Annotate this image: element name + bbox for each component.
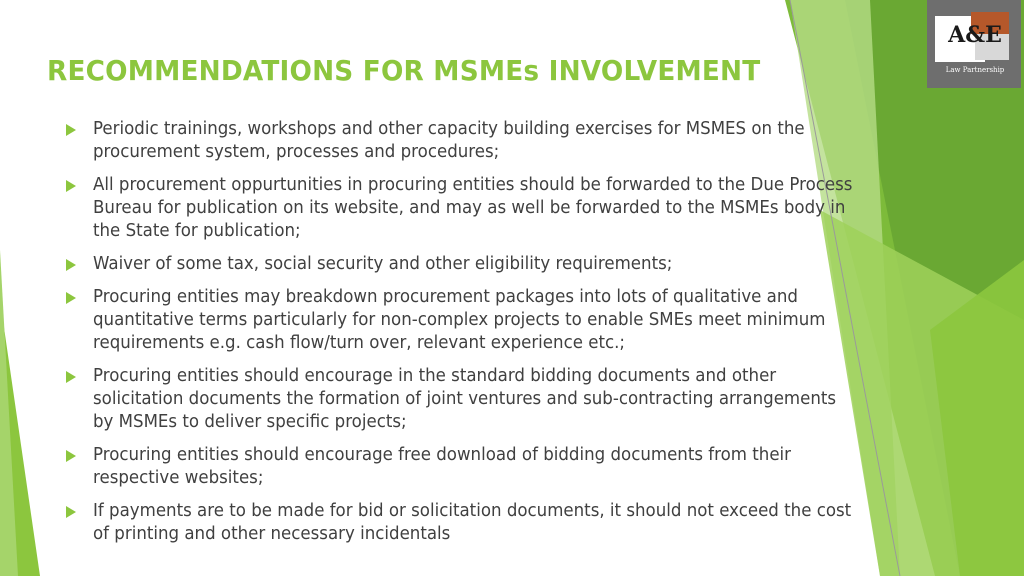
bullet-text: All procurement oppurtunities in procuring entities should be forwarded to the Due Process Bureau for publication on its website, and may as well be forwarded to the MSMEs body in the State for publication; [93, 175, 853, 241]
bullet-arrow-icon [66, 292, 76, 304]
bullet-text: Waiver of some tax, social security and other eligibility requirements; [93, 254, 673, 274]
bullet-list [66, 118, 856, 556]
bullet-text: If payments are to be made for bid or solicitation documents, it should not exceed the cost of printing and other necessary incidentals [93, 501, 852, 544]
bullet-text: Procuring entities may breakdown procurement packages into lots of qualitative and quantitative terms particularly for non-complex projects to enable SMEs meet minimum requirements e.g. cash flow/turn over, relevant experience etc.; [93, 287, 826, 353]
list-item [66, 444, 856, 490]
bullet-text: Procuring entities should encourage in the standard bidding documents and other solicitation documents the formation of joint ventures and sub-contracting arrangements by MSMEs to deliver specific projects; [93, 366, 837, 432]
bullet-arrow-icon [66, 124, 76, 136]
bullet-arrow-icon [66, 259, 76, 271]
list-item [66, 253, 856, 276]
bullet-arrow-icon [66, 371, 76, 383]
bullet-arrow-icon [66, 506, 76, 518]
bullet-arrow-icon [66, 450, 76, 462]
logo-caption: Law Partnership [945, 66, 1005, 74]
list-item [66, 500, 856, 546]
list-item [66, 365, 856, 434]
list-item [66, 174, 856, 243]
bullet-arrow-icon [66, 180, 76, 192]
slide-title: RECOMMENDATIONS FOR MSMEs INVOLVEMENT [47, 54, 761, 87]
company-logo [927, 0, 1021, 88]
list-item [66, 286, 856, 355]
logo-mark: A&E [948, 22, 1002, 48]
bullet-text: Periodic trainings, workshops and other capacity building exercises for MSMES on the procurement system, processes and procedures; [93, 119, 805, 162]
list-item [66, 118, 856, 164]
bullet-text: Procuring entities should encourage free download of bidding documents from their respective websites; [93, 445, 792, 488]
